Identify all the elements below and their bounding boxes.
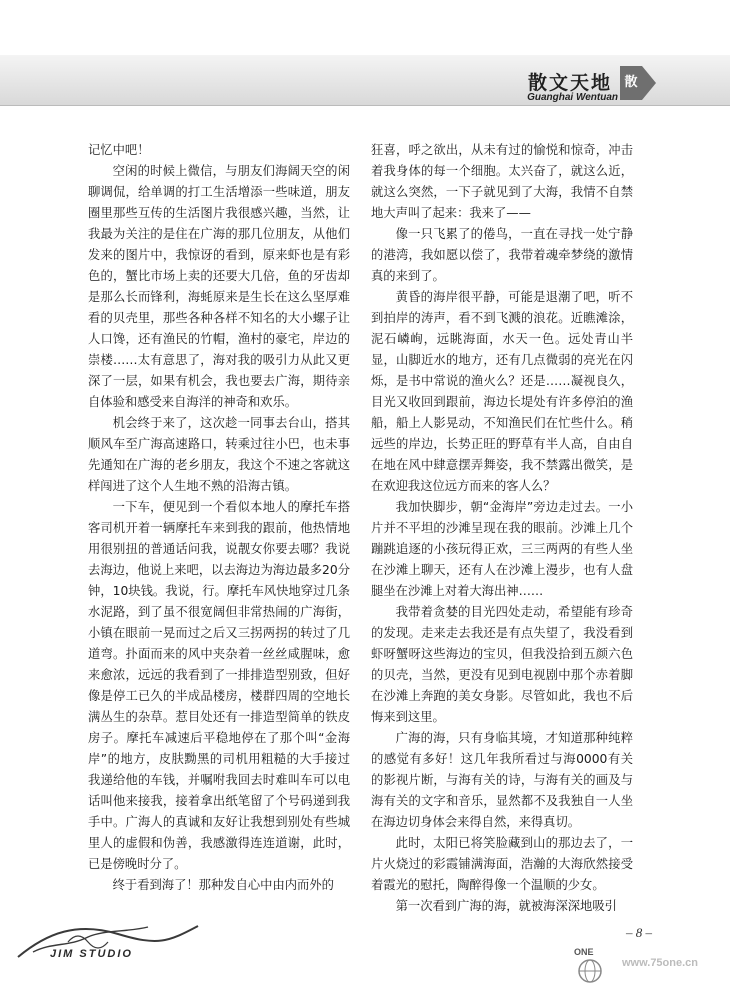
page-number: – 8 – [626,925,652,940]
paragraph: 记忆中吧！ [88,143,150,157]
svg-text:ONE: ONE [574,947,594,957]
paragraph: 狂喜，呼之欲出，从未有过的愉悦和惊奇，冲击着我身体的每一个细胞。太兴奋了，就这么近，就这么突然，一下子就见到了大海，我情不自禁地大声叫了起来：我来了—— [371,143,633,220]
globe-logo-icon [568,945,618,985]
paragraph: 我带着贪婪的目光四处走动，希望能有珍奇的发现。走来走去我还是有点失望了，我没看到虾呀蟹呀这些海边的宝贝，但我没拾到五颜六色的贝壳，当然，更没有见到电视剧中那个赤着脚在沙滩上奔跑的美女身影。尽管如此，我也不后悔来到这里。 [371,605,633,724]
section-title: 散文天地 [527,72,612,94]
studio-label: JIM STUDIO [50,948,133,960]
signature-logo [8,912,208,972]
paragraph: 空闲的时候上微信，与朋友们海阔天空的闲聊调侃，给单调的打工生活增添一些味道，朋友圈里那些互传的生活图片我很感兴趣，当然，让我最为关注的是住在广海的那几位朋友，从他们发来的图片中，我惊讶的看到，原来虾也是有彩色的，蟹比市场上卖的还要大几倍，鱼的牙齿却是那么长而锋利，海蚝原来是生长在这么坚厚难看的贝壳里，那些各种各样不知名的大小螺子让人口馋，还有渔民的竹帽，渔村的豪宅，岸边的崇楼……太有意思了，海对我的吸引力从此又更深了一层，如果有机会，我也要去广海，期待亲自体验和感受来自海洋的神奇和欢乐。 [88,164,350,409]
paragraph: 机会终于来了，这次趁一同事去台山，搭其顺风车至广海高速路口，转乘过往小巴，也未事先通知在广海的老乡朋友，我这个不速之客就这样闯进了这个人生地不熟的沿海古镇。 [88,416,350,493]
paragraph: 终于看到海了！那种发自心中由内而外的 [112,878,334,892]
paragraph: 此时，太阳已将笑脸藏到山的那边去了，一片火烧过的彩霞铺满海面，浩瀚的大海欣然接受着霞光的慰托，陶醉得像一个温顺的少女。 [371,836,633,892]
article-column-left [88,140,350,896]
article-column-right [371,140,633,917]
section-subtitle: Guanghai Wentuan [527,92,618,103]
paragraph: 我加快脚步，朝“金海岸”旁边走过去。一小片并不平坦的沙滩呈现在我的眼前。沙滩上几个蹦跳追逐的小孩玩得正欢，三三两两的有些人坐在沙滩上聊天，还有人在沙滩上漫步，也有人盘腿坐在沙滩上对着大海出神…… [371,500,633,598]
paragraph: 一下车，便见到一个看似本地人的摩托车搭客司机开着一辆摩托车来到我的跟前，他热情地用很别扭的普通话问我，说靓女你要去哪？我说去海边，他说上来吧，以去海边为海边最多20分钟，10块钱。我说，行。摩托车风快地穿过几条水泥路，到了虽不很宽阔但非常热闹的广海街，小镇在眼前一晃而过之后又三拐两拐的转过了几道弯。扑面而来的风中夹杂着一丝丝咸腥味，愈来愈浓，远远的我看到了一排排造型别致，但好像是停工已久的半成品楼房，楼群四周的空地长满丛生的杂草。惹目处还有一排造型简单的铁皮房子。摩托车减速后平稳地停在了那个叫“金海岸”的地方，皮肤黝黑的司机用粗糙的大手接过我递给他的车钱，并嘱咐我回去时难叫车可以电话叫他来接我，接着拿出纸笔留了个号码递到我手中。广海人的真诚和友好让我想到别处有些城里人的虚假和伪善，我感激得连连道谢，此时，已是傍晚时分了。 [88,500,350,871]
paragraph: 第一次看到广海的海，就被海深深地吸引 [395,899,617,913]
watermark-url: www.75one.cn [622,957,699,969]
section-badge: 散 [620,66,642,100]
paragraph: 广海的海，只有身临其境，才知道那种纯粹的感觉有多好！这几年我所看过与海0000有关的影视片断，与海有关的诗，与海有关的画及与海有关的文字和音乐，显然都不及我独自一人坐在海边切身体会来得自然，来得真切。 [371,731,633,829]
paragraph: 黄昏的海岸很平静，可能是退潮了吧，听不到拍岸的涛声，看不到飞溅的浪花。近瞧滩涂，泥石嶙峋，远眺海面，水天一色。远处青山半显，山脚近水的地方，还有几点微弱的亮光在闪烁，是书中常说的渔火么？还是……凝视良久，目光又收回到跟前，海边长堤处有许多停泊的渔船，船上人影晃动，不知渔民们在忙些什么。稍远些的岸边，长势正旺的野草有半人高，自由自在地在风中肆意摆弄舞姿，我不禁露出微笑，是在欢迎我这位远方而来的客人么？ [371,290,633,493]
paragraph: 像一只飞累了的倦鸟，一直在寻找一处宁静的港湾，我如愿以偿了，我带着魂牵梦绕的激情真的来到了。 [371,227,633,283]
